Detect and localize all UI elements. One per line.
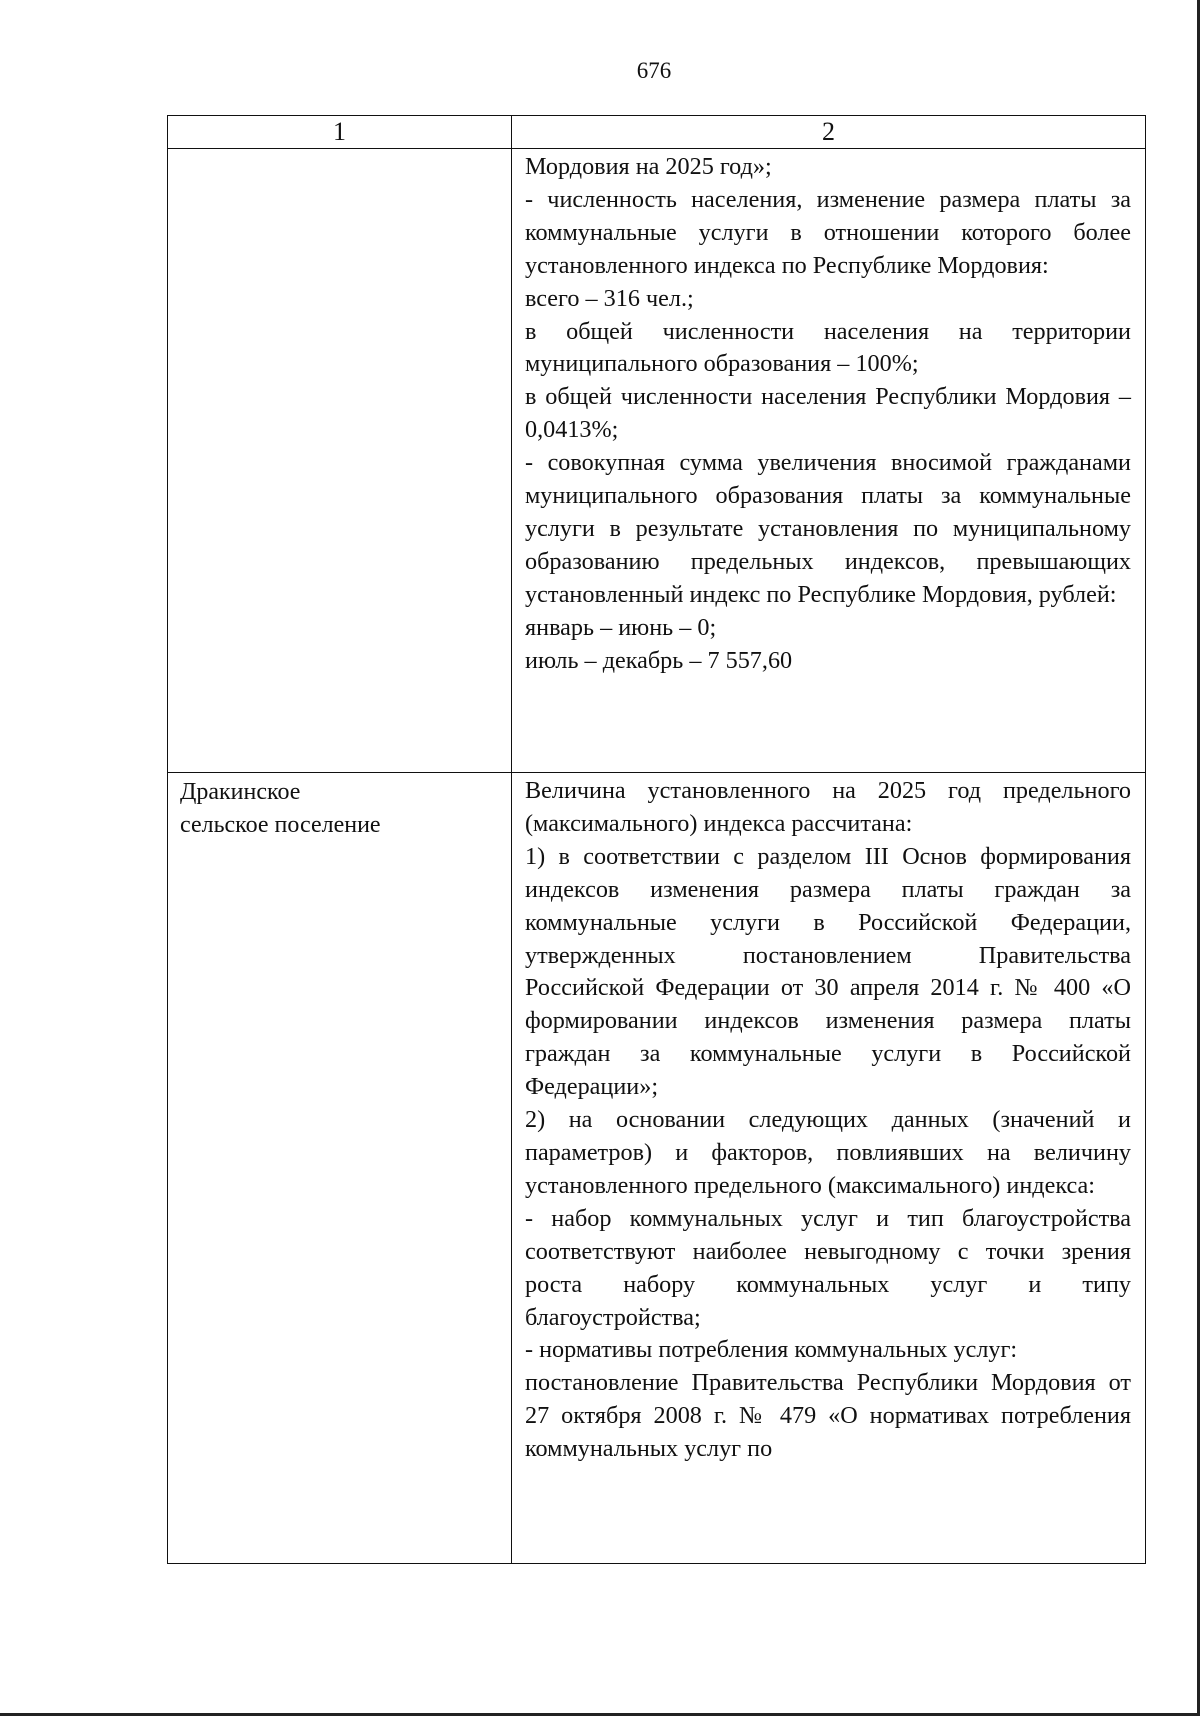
- row1-para: всего – 316 чел.;: [525, 284, 694, 312]
- header-col-2: 2: [822, 117, 835, 146]
- row2-para: 2) на основании следующих данных (значений и параметров) и факторов, повлиявших на величину установленного предельного (максимального) индекса:: [525, 1106, 1131, 1199]
- row2-para: - набор коммунальных услуг и тип благоустройства соответствуют наиболее невыгодному с точки зрения роста набору коммунальных услуг и типу благоустройства;: [525, 1204, 1131, 1331]
- table-header-row: [168, 116, 1145, 149]
- row2-para: Величина установленного на 2025 год предельного (максимального) индекса рассчитана:: [525, 777, 1131, 837]
- row1-para: Мордовия на 2025 год»;: [525, 153, 772, 180]
- row1-col2-text: [525, 151, 1131, 678]
- row2-col2-text: [525, 775, 1131, 1466]
- row2-para: постановление Правительства Республики Мордовия от 27 октября 2008 г. № 479 «О нормативах потребления коммунальных услуг по: [525, 1369, 1131, 1463]
- page-number: 676: [636, 58, 672, 83]
- row-divider: [168, 772, 1145, 773]
- row1-para: январь – июнь – 0;: [525, 613, 717, 641]
- document-table: [167, 115, 1146, 1564]
- header-col-1: 1: [333, 117, 346, 146]
- row2-para: - нормативы потребления коммунальных услуг:: [525, 1336, 1018, 1364]
- row1-para: в общей численности населения Республики Мордовия – 0,0413%;: [525, 383, 1131, 444]
- row1-para: - совокупная сумма увеличения вносимой гражданами муниципального образования платы за коммунальные услуги в результате установления по муниципальному образованию предельных индексов, превышающих установленный индекс по Республике Мордовия, рублей:: [525, 449, 1131, 608]
- row1-para: - численность населения, изменение размера платы за коммунальные услуги в отношении которого более установленного индекса по Республике Мордовия:: [525, 185, 1131, 279]
- row2-col1-municipality: [180, 776, 500, 841]
- municipality-type: сельское поселение: [180, 811, 381, 838]
- row1-para: в общей численности населения на территории муниципального образования – 100%;: [525, 317, 1131, 378]
- row1-para: июль – декабрь – 7 557,60: [525, 646, 793, 674]
- municipality-name: Дракинское: [180, 779, 301, 805]
- column-divider: [511, 116, 512, 1563]
- row2-para: 1) в соответствии с разделом III Основ формирования индексов изменения размера платы граждан за коммунальные услуги в Российской Федерации, утвержденных постановлением Правительства Российской Федерации от 30 апреля 2014 г. № 400 «О формировании индексов изменения размера платы граждан за коммунальные услуги в Российской Федерации»;: [525, 842, 1131, 1101]
